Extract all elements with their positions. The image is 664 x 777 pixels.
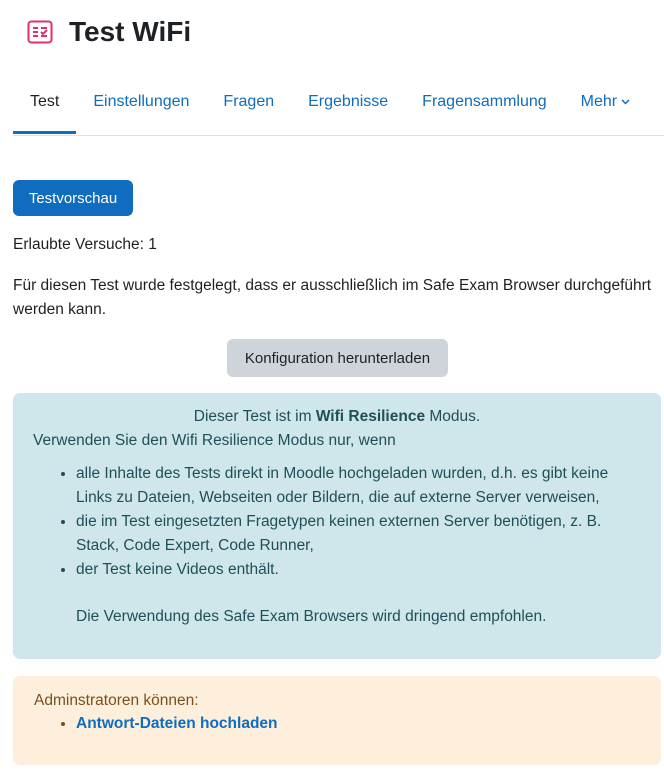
- download-config-button[interactable]: Konfiguration herunterladen: [227, 339, 448, 377]
- tab-label: Fragen: [223, 93, 275, 110]
- mode-name: Wifi Resilience: [315, 408, 426, 425]
- tab-test[interactable]: [13, 80, 76, 134]
- admin-actions-list: [43, 712, 278, 736]
- tab-label: Fragensammlung: [422, 93, 547, 110]
- tab-label: Einstellungen: [93, 93, 190, 110]
- tab-mehr[interactable]: [564, 80, 647, 133]
- admin-alert: [13, 676, 661, 765]
- tab-ergebnisse[interactable]: [291, 80, 405, 133]
- page-header: [26, 14, 191, 50]
- tab-fragen[interactable]: [206, 80, 291, 133]
- list-item: • alle Inhalte des Tests direkt in Moodle hochgeladen wurden, d.h. es gibt keine Links zu Dateien, Webseiten oder Bildern, die auf externe Server verweisen,: [76, 462, 626, 510]
- quiz-icon: [26, 18, 54, 46]
- seb-required-notice: Für diesen Test wurde festgelegt, dass er ausschließlich im Safe Exam Browser durchgeführt werden kann.: [13, 277, 652, 318]
- wifi-resilience-alert: [13, 393, 661, 659]
- list-item: • der Test keine Videos enthält.: [76, 558, 626, 582]
- list-item: [76, 712, 278, 736]
- tab-einstellungen[interactable]: [76, 80, 206, 133]
- mode-line-suffix: Modus.: [425, 408, 481, 425]
- mode-line: [13, 405, 661, 429]
- admin-label: Adminstratoren können:: [34, 692, 199, 709]
- tab-label: Test: [30, 93, 60, 110]
- tab-label: Ergebnisse: [308, 93, 389, 110]
- chevron-down-icon: [621, 80, 630, 123]
- mode-line-prefix: Dieser Test ist im: [193, 408, 316, 425]
- mode-intro: Verwenden Sie den Wifi Resilience Modus nur, wenn: [33, 432, 396, 449]
- tab-label: Mehr: [580, 93, 618, 110]
- page-title: Test WiFi: [69, 16, 192, 47]
- conditions-list: [43, 462, 626, 582]
- upload-answer-files-link[interactable]: Antwort-Dateien hochladen: [76, 715, 278, 732]
- attempts-allowed: Erlaubte Versuche: 1: [13, 236, 157, 253]
- tab-fragensammlung[interactable]: [405, 80, 564, 133]
- recommendation-text: Die Verwendung des Safe Exam Browsers wird dringend empfohlen.: [76, 608, 547, 625]
- preview-button[interactable]: Testvorschau: [13, 180, 133, 216]
- secondary-navigation: [13, 80, 664, 136]
- list-item: • die im Test eingesetzten Fragetypen keinen externen Server benötigen, z. B. Stack, Code Expert, Code Runner,: [76, 510, 626, 558]
